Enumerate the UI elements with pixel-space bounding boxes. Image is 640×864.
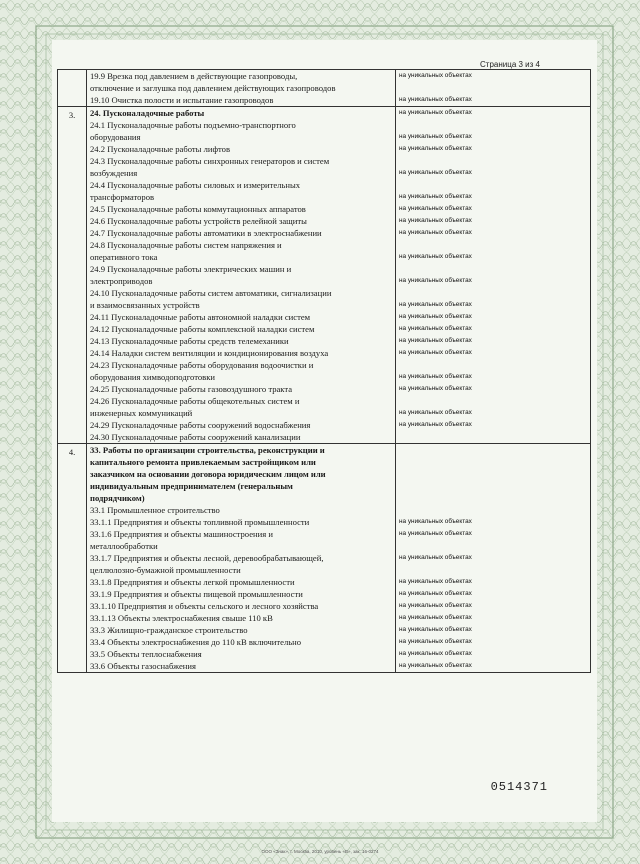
scope-note [396,444,590,504]
section-heading: подрядчиком) [90,493,145,503]
scope-note: на уникальных объектах [399,229,472,236]
scope-note: на уникальных объектах [399,614,472,621]
table-row [58,444,591,673]
scope-note: на уникальных объектах [399,530,472,537]
scope-note: на уникальных объектах [399,385,472,392]
scope-note: на уникальных объектах [399,638,472,645]
scope-note: на уникальных объектах [399,662,472,669]
work-item-line: металлообработки [90,541,158,551]
scope-note: на уникальных объектах [399,650,472,657]
work-item-line: 24.9 Пусконаладочные работы электрических машин и [90,264,292,274]
work-item-line: 24.14 Наладки систем вентиляции и кондиционирования воздуха [90,348,329,358]
scope-note: на уникальных объектах [399,313,472,320]
work-item-line: 24.29 Пусконаладочные работы сооружений водоснабжения [90,420,311,430]
scope-note: на уникальных объектах [399,626,472,633]
work-item-line: инженерных коммуникаций [90,408,193,418]
work-item-line: 24.30 Пусконаладочные работы сооружений канализации [90,432,301,442]
scope-note: на уникальных объектах [399,409,472,416]
work-item-line: оперативного тока [90,252,158,262]
scope-note: на уникальных объектах [399,602,472,609]
scope-note: на уникальных объектах [399,518,472,525]
row-number: 4. [58,444,87,673]
work-item-line: 33.1.13 Объекты электроснабжения свыше 110 кВ [90,613,273,623]
work-item-line: 33.4 Объекты электроснабжения до 110 кВ включительно [90,637,302,647]
work-item-line: отключение и заглушка под давлением действующих газопроводов [90,83,336,93]
scope-note: на уникальных объектах [399,145,472,152]
work-item-line: 24.5 Пусконаладочные работы коммутационных аппаратов [90,204,306,214]
work-item-line: 33.1.9 Предприятия и объекты пищевой промышленности [90,589,303,599]
scope-note: на уникальных объектах [399,337,472,344]
scope-note: на уникальных объектах [399,72,472,79]
scope-note: на уникальных объектах [399,169,472,176]
scope-note: на уникальных объектах [399,109,472,116]
scope-note: на уникальных объектах [399,578,472,585]
work-description-cell [87,107,396,444]
work-item-line: 19.9 Врезка под давлением в действующие газопроводы, [90,71,298,81]
row-number [58,70,87,107]
table-row [58,107,591,444]
scope-note: на уникальных объектах [399,253,472,260]
scope-note [396,504,590,516]
work-item-line: 24.6 Пусконаладочные работы устройств релейной защиты [90,216,307,226]
section-heading: 33. Работы по организации строительства, реконструкции и [90,445,325,455]
work-description-cell [87,444,396,673]
section-heading: капитального ремонта привлекаемым застройщиком или [90,457,316,467]
work-item-line: трансформаторов [90,192,155,202]
work-item-line: 33.6 Объекты газоснабжения [90,661,196,671]
scope-note: на уникальных объектах [399,373,472,380]
work-item-line: 19.10 Очистка полости и испытание газопроводов [90,95,274,105]
work-item-line: возбуждения [90,168,138,178]
work-item-line: 24.7 Пусконаладочные работы автоматики в электроснабжении [90,228,322,238]
scope-note: на уникальных объектах [399,421,472,428]
section-heading: заказчиком на основании договора юридическим лицом или [90,469,326,479]
work-item-line: 33.5 Объекты теплоснабжения [90,649,202,659]
work-item-line: оборудования [90,132,141,142]
note-cell [396,444,591,673]
table-row [58,70,591,107]
work-item-line: 24.10 Пусконаладочные работы систем автоматики, сигнализации [90,288,332,298]
work-description-cell [87,70,396,107]
serial-number: 0514371 [490,780,548,794]
printer-footer: ООО «Знак», г. Москва, 2010, уровень «В», зак. 16-0274 [261,849,379,854]
work-item-line: 24.1 Пусконаладочные работы подъемно-транспортного [90,120,296,130]
scope-note: на уникальных объектах [399,301,472,308]
work-item-line: 24.23 Пусконаладочные работы оборудования водоочистки и [90,360,314,370]
scope-note: на уникальных объектах [399,277,472,284]
work-item-line: 33.1 Промышленное строительство [90,505,220,515]
section-heading: индивидуальным предпринимателем (генеральным [90,481,293,491]
work-item-line: 24.25 Пусконаладочные работы газовоздушного тракта [90,384,293,394]
work-item-line: 24.11 Пусконаладочные работы автономной наладки систем [90,312,311,322]
scope-note: на уникальных объектах [399,349,472,356]
scope-note: на уникальных объектах [399,133,472,140]
work-item-line: 33.1.8 Предприятия и объекты легкой промышленности [90,577,295,587]
work-item-line: 33.1.7 Предприятия и объекты лесной, деревообрабатывающей, [90,553,324,563]
work-item-line: 33.1.10 Предприятия и объекты сельского и лесного хозяйства [90,601,319,611]
work-item-line: 24.8 Пусконаладочные работы систем напряжения и [90,240,282,250]
work-item-line: 33.1.6 Предприятия и объекты машиностроения и [90,529,273,539]
note-cell [396,70,591,107]
work-item-line: 33.3 Жилищно-гражданское строительство [90,625,248,635]
scope-note: на уникальных объектах [399,590,472,597]
work-item-line: 24.2 Пусконаладочные работы лифтов [90,144,231,154]
work-item-line: электроприводов [90,276,153,286]
scope-note: на уникальных объектах [399,96,472,103]
work-item-line: 24.13 Пусконаладочные работы средств телемеханики [90,336,289,346]
work-item-line: 24.12 Пусконаладочные работы комплексной наладки систем [90,324,315,334]
scope-note: на уникальных объектах [399,217,472,224]
work-item-line: целлюлозно-бумажной промышленности [90,565,241,575]
scope-note: на уникальных объектах [399,193,472,200]
scope-note: на уникальных объектах [399,205,472,212]
work-item-line: 24.3 Пусконаладочные работы синхронных генераторов и систем [90,156,330,166]
scope-note: на уникальных объектах [399,554,472,561]
row-number: 3. [58,107,87,444]
section-heading: 24. Пусконаладочные работы [90,108,205,118]
scope-note: на уникальных объектах [399,325,472,332]
page-number: Страница 3 из 4 [480,60,540,69]
note-cell [396,107,591,444]
work-item-line: 24.4 Пусконаладочные работы силовых и измерительных [90,180,301,190]
work-item-line: 24.26 Пусконаладочные работы общекотельных систем и [90,396,300,406]
work-item-line: и взаимосвязанных устройств [90,300,200,310]
work-item-line: оборудования химводоподготовки [90,372,215,382]
work-item-line: 33.1.1 Предприятия и объекты топливной промышленности [90,517,310,527]
licence-table [57,69,591,673]
